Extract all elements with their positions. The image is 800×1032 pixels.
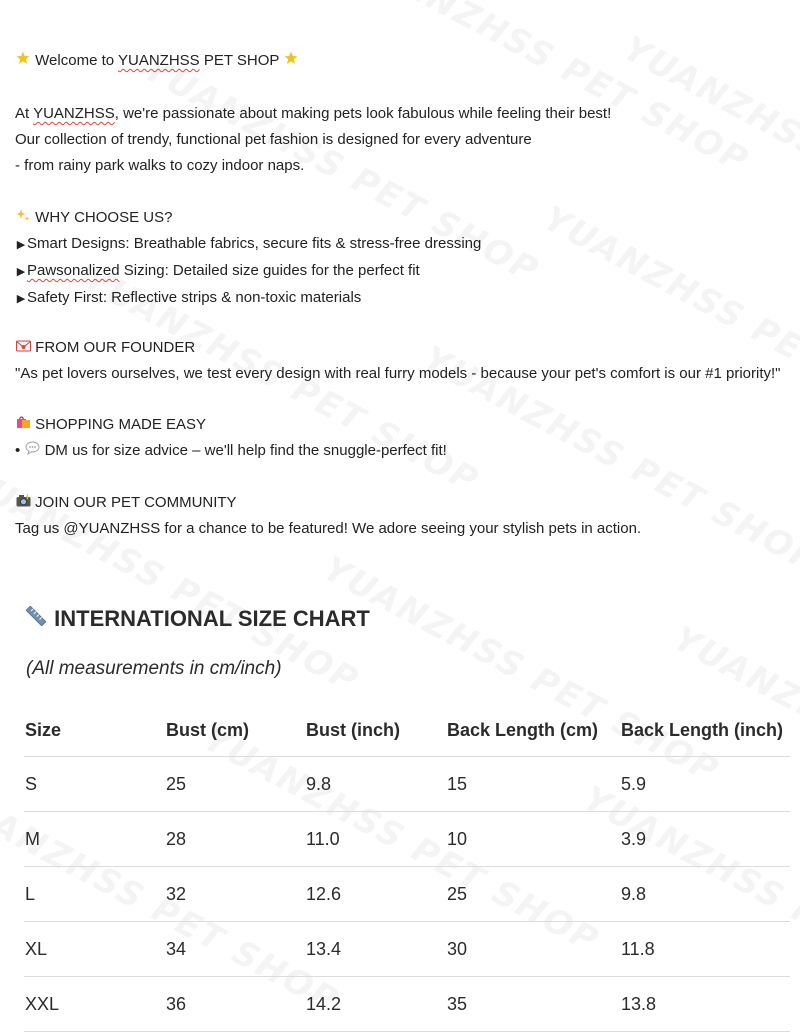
love-letter-icon bbox=[15, 335, 31, 361]
star-icon bbox=[15, 48, 31, 74]
table-cell: 25 bbox=[165, 757, 305, 812]
shopping-heading: SHOPPING MADE EASY bbox=[15, 412, 447, 438]
table-cell: 11.0 bbox=[305, 812, 446, 867]
brand-name: YUANZHSS bbox=[118, 52, 200, 69]
column-header: Back Length (cm) bbox=[446, 704, 620, 757]
table-cell: 13.4 bbox=[305, 922, 446, 977]
triangle-right-icon: ▶ bbox=[16, 239, 26, 251]
column-header: Size bbox=[24, 704, 165, 757]
table-row bbox=[24, 977, 790, 1032]
community-heading: JOIN OUR PET COMMUNITY bbox=[15, 490, 641, 516]
table-cell: M bbox=[24, 812, 165, 867]
table-cell: 5.9 bbox=[620, 757, 790, 812]
table-cell: 9.8 bbox=[305, 757, 446, 812]
table-cell: 3.9 bbox=[620, 812, 790, 867]
table-cell: XXL bbox=[24, 977, 165, 1032]
table-cell: S bbox=[24, 757, 165, 812]
triangle-right-icon: ▶ bbox=[16, 266, 26, 278]
watermark bbox=[616, 29, 800, 272]
table-cell: 25 bbox=[446, 867, 620, 922]
founder-section bbox=[15, 335, 781, 387]
shopping-item: • DM us for size advice – we'll help find the snuggle-perfect fit! bbox=[15, 438, 447, 464]
table-cell: 11.8 bbox=[620, 922, 790, 977]
why-heading: WHY CHOOSE US? bbox=[15, 205, 481, 231]
founder-heading: FROM OUR FOUNDER bbox=[15, 335, 781, 361]
column-header: Back Length (inch) bbox=[620, 704, 790, 757]
size-chart-title: INTERNATIONAL SIZE CHART bbox=[24, 606, 370, 632]
watermark bbox=[536, 199, 800, 442]
size-table bbox=[24, 704, 790, 1032]
community-section bbox=[15, 490, 641, 542]
table-cell: 10 bbox=[446, 812, 620, 867]
intro-line-2: Our collection of trendy, functional pet fashion is designed for every adventure bbox=[15, 131, 532, 148]
table-row bbox=[24, 867, 790, 922]
table-cell: XL bbox=[24, 922, 165, 977]
column-header: Bust (inch) bbox=[305, 704, 446, 757]
table-row bbox=[24, 757, 790, 812]
sparkles-icon bbox=[15, 205, 31, 231]
welcome-line: Welcome to YUANZHSS PET SHOP bbox=[15, 48, 299, 74]
star-icon bbox=[283, 48, 299, 74]
triangle-right-icon: ▶ bbox=[16, 293, 26, 305]
table-cell: 34 bbox=[165, 922, 305, 977]
why-item: ▶ Smart Designs: Breathable fabrics, secure fits & stress-free dressing bbox=[15, 231, 481, 258]
intro-paragraph: At YUANZHSS, we're passionate about making pets look fabulous while feeling their best! Our collection of trendy, functional pet fashion is designed for every adventure - from rainy park walks to cozy indoor naps. bbox=[15, 101, 611, 179]
table-cell: 30 bbox=[446, 922, 620, 977]
table-cell: 12.6 bbox=[305, 867, 446, 922]
intro-line-3: - from rainy park walks to cozy indoor naps. bbox=[15, 157, 305, 174]
size-chart-subtitle: (All measurements in cm/inch) bbox=[26, 658, 282, 679]
ruler-icon bbox=[24, 606, 48, 632]
table-cell: 13.8 bbox=[620, 977, 790, 1032]
why-item: ▶ Safety First: Reflective strips & non-toxic materials bbox=[15, 285, 481, 312]
table-cell: 14.2 bbox=[305, 977, 446, 1032]
table-header-row bbox=[24, 704, 790, 757]
table-row bbox=[24, 812, 790, 867]
table-cell: 35 bbox=[446, 977, 620, 1032]
table-cell: 9.8 bbox=[620, 867, 790, 922]
why-section bbox=[15, 205, 481, 312]
table-cell: 36 bbox=[165, 977, 305, 1032]
table-cell: 32 bbox=[165, 867, 305, 922]
table-row bbox=[24, 922, 790, 977]
community-text: Tag us @YUANZHSS for a chance to be featured! We adore seeing your stylish pets in action. bbox=[15, 520, 642, 537]
camera-flash-icon bbox=[15, 490, 31, 516]
brand-name: YUANZHSS bbox=[33, 105, 115, 122]
table-cell: L bbox=[24, 867, 165, 922]
shopping-bags-icon bbox=[15, 412, 31, 438]
speech-bubble-icon bbox=[24, 438, 40, 464]
shopping-section bbox=[15, 412, 447, 464]
founder-quote: "As pet lovers ourselves, we test every design with real furry models - because your pet's comfort is our #1 priority!" bbox=[15, 365, 781, 382]
why-item: ▶ Pawsonalized Sizing: Detailed size guides for the perfect fit bbox=[15, 258, 481, 285]
column-header: Bust (cm) bbox=[165, 704, 305, 757]
table-cell: 15 bbox=[446, 757, 620, 812]
table-cell: 28 bbox=[165, 812, 305, 867]
